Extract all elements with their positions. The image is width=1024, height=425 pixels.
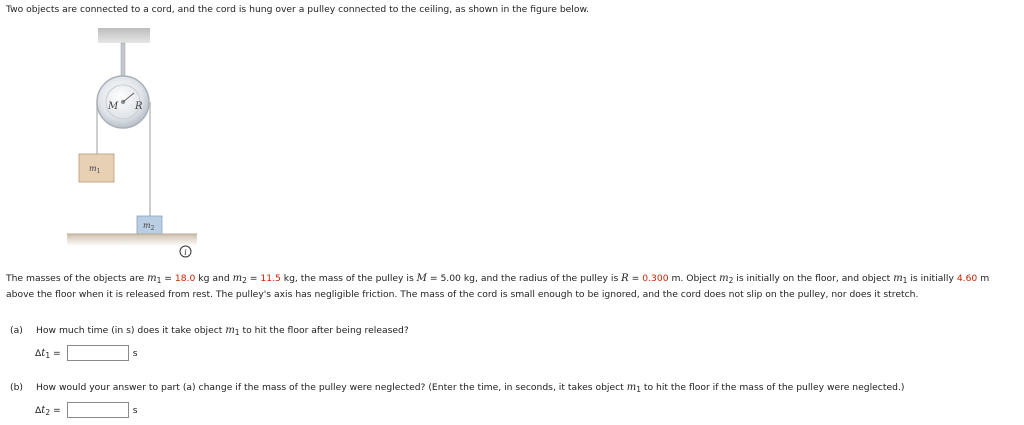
floor [67,234,197,246]
intro-text: Two objects are connected to a cord, and the cord is hung over a pulley connected to the ceiling, as shown in the figure below. [6,4,590,15]
part-a-answer-row [35,345,138,361]
part-b-answer-input[interactable] [67,402,129,418]
part-b-unit: s [132,404,138,416]
m1-value: 18.0 [174,273,196,284]
part-b-question: (b) How would your answer to part (a) change if the mass of the pulley were neglected? (Enter the time, in seconds, it takes object $m_1$ to hit the floor if the mass of the pulley were neglected.) [10,382,905,394]
svg-text:i: i [184,248,187,257]
pulley-mass-label: M [108,101,119,112]
ceiling [98,28,150,43]
m2-label: $m_2$ [143,221,155,232]
info-icon[interactable] [179,245,192,258]
m1-label: $m_1$ [89,164,101,175]
height-value: 4.60 [956,273,978,284]
part-a-answer-input[interactable] [67,345,129,361]
part-b-answer-row [35,402,138,418]
pulley-radius-label: R [135,101,143,112]
m2-value: 11.5 [260,273,281,284]
part-a-question: (a) How much time (in s) does it take object $m_1$ to hit the floor after being released? [10,325,409,337]
pulley-figure [60,24,200,246]
part-a-answer-label: $\Delta t_1$ = [35,347,61,360]
part-a-unit: s [132,347,138,359]
radius-value: 0.300 [642,273,669,284]
part-b-answer-label: $\Delta t_2$ = [35,404,61,417]
problem-statement: The masses of the objects are $m_1 = 18.0$ kg and $m_2 = 11.5$ kg, the mass of the pulley is M = 5.00 kg, and the radius of the pulley is R = 0.300 m. Object $m_2$ is initially on the floor, and object $m_1$ is initially 4.60 m above the floor when it is released from rest. The pulley's axis has negligible friction. The mass of the cord is small enough to be ignored, and the cord does not slip on the pulley, nor does it stretch. [6,273,990,300]
